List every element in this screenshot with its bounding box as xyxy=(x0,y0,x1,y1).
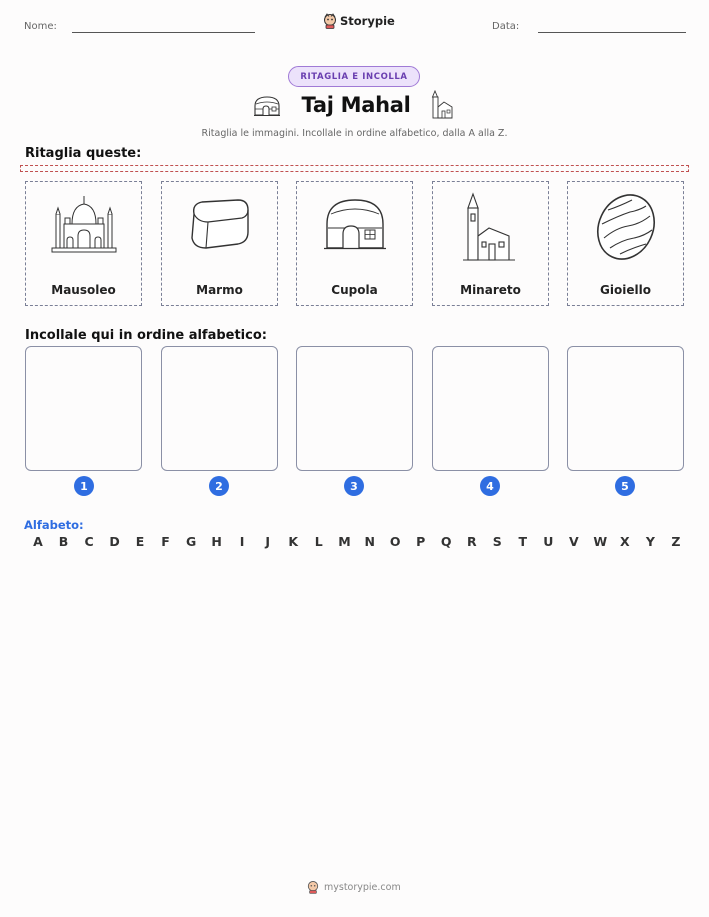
alphabet-letter: A xyxy=(33,534,43,549)
alphabet-letter: S xyxy=(492,534,502,549)
alphabet-letter: C xyxy=(84,534,94,549)
alphabet-letter: L xyxy=(314,534,323,549)
alphabet-letter: I xyxy=(239,534,245,549)
alphabet-letter: V xyxy=(568,534,579,549)
alphabet-letter: K xyxy=(288,534,298,549)
cut-card-marmo[interactable] xyxy=(161,181,278,306)
alphabet-letter: B xyxy=(58,534,69,549)
dome-icon xyxy=(321,192,389,254)
date-label: Data: xyxy=(492,21,520,32)
cut-card-minareto[interactable] xyxy=(432,181,549,306)
number-badge-3: 3 xyxy=(344,476,364,496)
storypie-mascot-icon xyxy=(323,13,337,29)
alphabet-letter: Y xyxy=(645,534,655,549)
cut-card-mausoleo[interactable] xyxy=(25,181,142,306)
paste-box-1[interactable] xyxy=(25,346,142,471)
alphabet-letter: W xyxy=(593,534,608,549)
name-line xyxy=(72,32,255,33)
instructions: Ritaglia le immagini. Incollale in ordine alfabetico, dalla A alla Z. xyxy=(201,128,508,139)
paste-box-2[interactable] xyxy=(161,346,278,471)
brand-logo xyxy=(323,13,395,29)
card-label: Mausoleo xyxy=(51,283,116,297)
church-icon xyxy=(430,90,454,120)
alphabet-letter: E xyxy=(135,534,145,549)
dome-icon xyxy=(252,95,282,117)
gem-icon xyxy=(592,192,660,260)
cut-line xyxy=(20,165,689,172)
alphabet-letter: Z xyxy=(671,534,681,549)
mausoleum-icon xyxy=(50,192,118,254)
alphabet-letter: J xyxy=(265,534,270,549)
cut-section-title: Ritaglia queste: xyxy=(25,146,142,161)
cut-card-gioiello[interactable] xyxy=(567,181,684,306)
paste-section-title: Incollale qui in ordine alfabetico: xyxy=(25,328,267,343)
alphabet-letter: M xyxy=(338,534,351,549)
name-label: Nome: xyxy=(24,21,57,32)
footer xyxy=(307,880,401,894)
date-line xyxy=(538,32,686,33)
minaret-icon xyxy=(457,192,525,264)
card-label: Marmo xyxy=(196,283,243,297)
alphabet-letter: P xyxy=(416,534,426,549)
alphabet-letter: O xyxy=(389,534,401,549)
alphabet-row xyxy=(32,534,682,549)
alphabet-letter: R xyxy=(466,534,477,549)
paste-box-4[interactable] xyxy=(432,346,549,471)
page-title: Taj Mahal xyxy=(301,93,411,117)
alphabet-letter: Q xyxy=(440,534,452,549)
marble-block-icon xyxy=(186,192,254,254)
card-label: Gioiello xyxy=(600,283,651,297)
alphabet-letter: D xyxy=(109,534,120,549)
number-badge-4: 4 xyxy=(480,476,500,496)
alphabet-letter: F xyxy=(161,534,170,549)
activity-badge: RITAGLIA E INCOLLA xyxy=(288,66,420,87)
alphabet-letter: H xyxy=(211,534,222,549)
storypie-mascot-icon xyxy=(307,880,319,894)
alphabet-title: Alfabeto: xyxy=(24,518,84,532)
alphabet-letter: G xyxy=(185,534,197,549)
alphabet-letter: T xyxy=(518,534,528,549)
number-badge-5: 5 xyxy=(615,476,635,496)
card-label: Minareto xyxy=(460,283,521,297)
alphabet-letter: N xyxy=(364,534,375,549)
cut-card-cupola[interactable] xyxy=(296,181,413,306)
brand-name: Storypie xyxy=(340,14,395,28)
alphabet-letter: X xyxy=(620,534,630,549)
paste-box-5[interactable] xyxy=(567,346,684,471)
alphabet-letter: U xyxy=(543,534,554,549)
number-badge-1: 1 xyxy=(74,476,94,496)
card-label: Cupola xyxy=(331,283,378,297)
footer-url: mystorypie.com xyxy=(324,881,401,893)
number-badge-2: 2 xyxy=(209,476,229,496)
paste-box-3[interactable] xyxy=(296,346,413,471)
